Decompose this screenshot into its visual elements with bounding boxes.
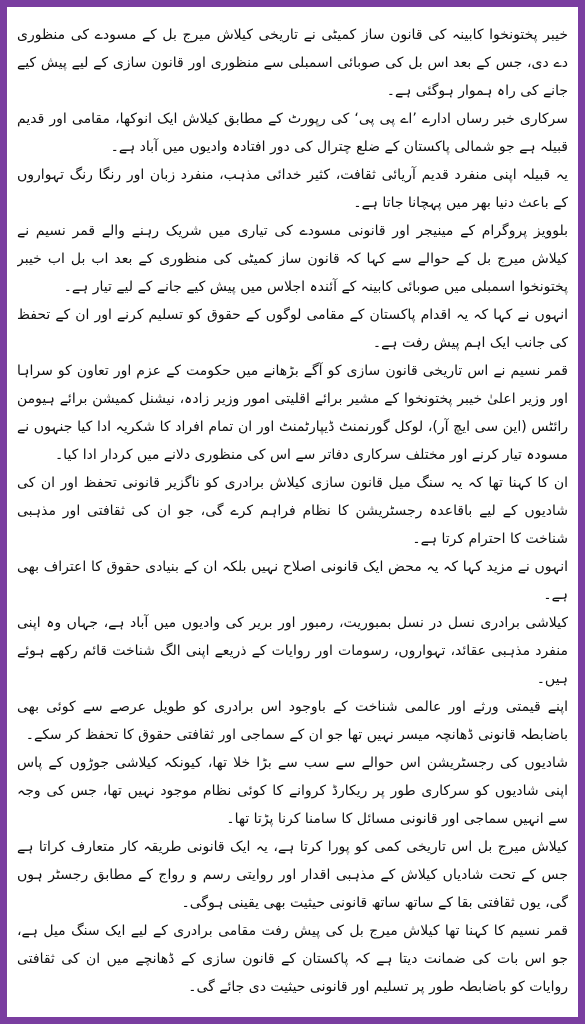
article-paragraph: شادیوں کی رجسٹریشن اس حوالے سے سب سے بڑا خلا تھا، کیونکہ کیلاشی جوڑوں کے پاس اپنی شادیوں کو سرکاری طور پر ریکارڈ کروانے کا کوئی نظام موجود نہیں تھا، جس کی وجہ سے انہیں سماجی اور قانونی مسائل کا سامنا کرنا پڑتا تھا۔ xyxy=(17,755,568,827)
article-paragraph: قمر نسیم نے اس تاریخی قانون سازی کو آگے بڑھانے میں حکومت کے عزم اور تعاون کو سراہا اور وزیر اعلیٰ خیبر پختونخوا کے مشیر برائے اقلیتی امور وزیر زادہ، نیشنل کمیشن برائے ہیومن رائٹس (این سی ایچ آر)، لوکل گورنمنٹ ڈیپارٹمنٹ اور ان تمام افراد کا شکریہ ادا کیا جنہوں نے مسودہ تیار کرنے اور مختلف سرکاری دفاتر سے اس کی منظوری دلانے میں کردار ادا کیا۔ xyxy=(17,363,568,463)
article-paragraph: خیبر پختونخوا کابینہ کی قانون ساز کمیٹی نے تاریخی کیلاش میرج بل کے مسودے کی منظوری دے دی، جس کے بعد اس بل کی صوبائی اسمبلی سے منظوری اور قانون سازی کے لیے پیش کیے جانے کی راہ ہموار ہوگئی ہے۔ xyxy=(17,27,568,99)
article-paragraph: قمر نسیم کا کہنا تھا کیلاش میرج بل کی پیش رفت مقامی برادری کے لیے ایک سنگ میل ہے، جو اس بات کی ضمانت دیتا ہے کہ پاکستان کے قانون سازی کے ڈھانچے میں ان کی ثقافتی روایات کو باضابطہ طور پر تسلیم اور قانونی حیثیت دی جائے گی۔ xyxy=(17,923,568,995)
article-paragraph: انہوں نے کہا کہ یہ اقدام پاکستان کے مقامی لوگوں کے حقوق کو تسلیم کرنے اور ان کے تحفظ کی جانب ایک اہم پیش رفت ہے۔ xyxy=(17,307,568,351)
article-paragraph: کیلاشی برادری نسل در نسل بمبوریت، رمبور اور بریر کی وادیوں میں آباد ہے، جہاں وہ اپنی منفرد مذہبی عقائد، تہواروں، رسومات اور روایات کے ذریعے اپنی الگ شناخت قائم رکھے ہوئے ہیں۔ xyxy=(17,615,568,687)
article-paragraph: کیلاش میرج بل اس تاریخی کمی کو پورا کرتا ہے، یہ ایک قانونی طریقہ کار متعارف کراتا ہے جس کے تحت شادیاں کیلاش کے مذہبی اقدار اور روایتی رسم و رواج کے مطابق رجسٹر ہوں گی، یوں ثقافتی بقا کے ساتھ ساتھ قانونی حیثیت بھی یقینی ہوگی۔ xyxy=(17,839,568,911)
article-paragraph: یہ قبیلہ اپنی منفرد قدیم آریائی ثقافت، کثیر خدائی مذہب، منفرد زبان اور رنگا رنگ تہواروں کے باعث دنیا بھر میں پہچانا جاتا ہے۔ xyxy=(17,167,568,211)
article-paragraph: ان کا کہنا تھا کہ یہ سنگ میل قانون سازی کیلاش برادری کو ناگزیر قانونی تحفظ اور ان کی شادیوں کے لیے باقاعدہ رجسٹریشن کا نظام فراہم کرے گی، جو ان کی ثقافتی اور مذہبی شناخت کا احترام کرتا ہے۔ xyxy=(17,475,568,547)
article-paragraph: بلوویز پروگرام کے مینیجر اور قانونی مسودے کی تیاری میں شریک رہنے والے قمر نسیم نے کیلاش میرج بل کے حوالے سے کہا کہ قانون ساز کمیٹی کی منظوری کے بعد اب بل اب خیبر پختونخوا اسمبلی میں صوبائی کابینہ کے آئندہ اجلاس میں پیش کیے جانے کے لیے تیار ہے۔ xyxy=(17,223,568,295)
article-paragraph: اپنے قیمتی ورثے اور عالمی شناخت کے باوجود اس برادری کو طویل عرصے سے کوئی بھی باضابطہ قانونی ڈھانچہ میسر نہیں تھا جو ان کے سماجی اور ثقافتی حقوق کا تحفظ کر سکے۔ xyxy=(17,699,568,743)
article-paragraph: سرکاری خبر رساں ادارے ’اے پی پی‘ کی رپورٹ کے مطابق کیلاش ایک انوکھا، مقامی اور قدیم قبیلہ ہے جو شمالی پاکستان کے ضلع چترال کی دور افتادہ وادیوں میں آباد ہے۔ xyxy=(17,111,568,155)
article-body xyxy=(17,21,568,1009)
article-paragraph: انہوں نے مزید کہا کہ یہ محض ایک قانونی اصلاح نہیں بلکہ ان کے بنیادی حقوق کا اعتراف بھی ہے۔ xyxy=(17,559,568,603)
